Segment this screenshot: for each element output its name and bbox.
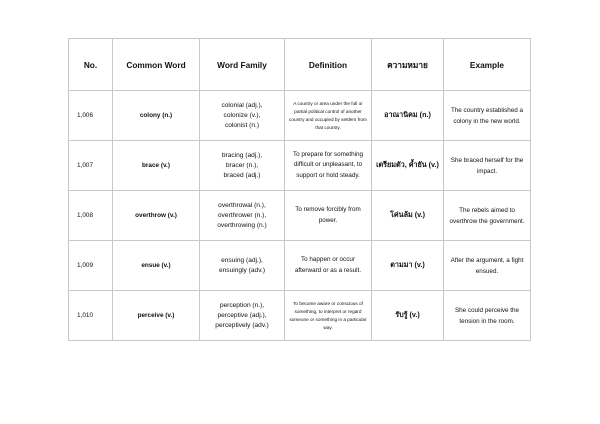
- cell-word-family: [200, 91, 285, 141]
- cell-example: She could perceive the tension in the room.: [444, 291, 531, 341]
- table-row: [69, 241, 531, 291]
- cell-thai-meaning: รับรู้ (v.): [372, 291, 444, 341]
- cell-thai-meaning: โค่นล้ม (v.): [372, 191, 444, 241]
- cell-example: The country established a colony in the new world.: [444, 91, 531, 141]
- cell-word-family: [200, 241, 285, 291]
- cell-word-family: [200, 191, 285, 241]
- table-row: [69, 141, 531, 191]
- cell-thai-meaning: เตรียมตัว, ค้ำยัน (v.): [372, 141, 444, 191]
- word-family-item: ensuingly (adv.): [218, 266, 266, 274]
- cell-common-word: ensue (v.): [113, 241, 200, 291]
- header-word-family: Word Family: [200, 39, 285, 91]
- cell-number: 1,007: [69, 141, 113, 191]
- word-family-item: perceptive (adj.),: [217, 311, 267, 319]
- word-family-item: bracing (adj.),: [221, 151, 263, 159]
- cell-word-family: [200, 291, 285, 341]
- cell-number: 1,006: [69, 91, 113, 141]
- cell-number: 1,010: [69, 291, 113, 341]
- cell-number: 1,009: [69, 241, 113, 291]
- table-body: [69, 91, 531, 341]
- cell-definition: To become aware or conscious of something, to interpret or regard someone or something in a particular way.: [285, 291, 372, 341]
- cell-thai-meaning: ตามมา (v.): [372, 241, 444, 291]
- word-family-item: ensuing (adj.),: [221, 256, 263, 264]
- word-family-item: overthrowal (n.),: [218, 201, 266, 209]
- table-row: [69, 191, 531, 241]
- header-thai-meaning: ความหมาย: [372, 39, 444, 91]
- cell-definition: To prepare for something difficult or unpleasant, to support or hold steady.: [285, 141, 372, 191]
- word-family-item: braced (adj.): [223, 171, 261, 179]
- word-family-item: perceptively (adv.): [215, 321, 269, 329]
- header-no: No.: [69, 39, 113, 91]
- cell-common-word: perceive (v.): [113, 291, 200, 341]
- header-row: [69, 39, 531, 91]
- word-family-item: bracer (n.),: [225, 161, 259, 169]
- cell-word-family: [200, 141, 285, 191]
- cell-definition: To remove forcibly from power.: [285, 191, 372, 241]
- cell-common-word: overthrow (v.): [113, 191, 200, 241]
- word-family-item: overthrower (n.),: [217, 211, 267, 219]
- cell-example: She braced herself for the impact.: [444, 141, 531, 191]
- vocabulary-table: [68, 38, 531, 341]
- cell-definition: To happen or occur afterward or as a result.: [285, 241, 372, 291]
- cell-common-word: brace (v.): [113, 141, 200, 191]
- cell-common-word: colony (n.): [113, 91, 200, 141]
- table-row: [69, 291, 531, 341]
- cell-thai-meaning: อาณานิคม (n.): [372, 91, 444, 141]
- word-family-item: overthrowing (n.): [217, 221, 267, 229]
- header-common-word: Common Word: [113, 39, 200, 91]
- cell-example: The rebels aimed to overthrow the government.: [444, 191, 531, 241]
- word-family-item: colonist (n.): [224, 121, 260, 129]
- cell-definition: A country or area under the full or partial political control of another country and occupied by settlers from that country.: [285, 91, 372, 141]
- word-family-item: perception (n.),: [219, 301, 265, 309]
- word-family-item: colonize (v.),: [223, 111, 261, 119]
- header-example: Example: [444, 39, 531, 91]
- word-family-item: colonial (adj.),: [221, 101, 263, 109]
- cell-example: After the argument, a fight ensued.: [444, 241, 531, 291]
- cell-number: 1,008: [69, 191, 113, 241]
- table-header: [69, 39, 531, 91]
- header-definition: Definition: [285, 39, 372, 91]
- table-row: [69, 91, 531, 141]
